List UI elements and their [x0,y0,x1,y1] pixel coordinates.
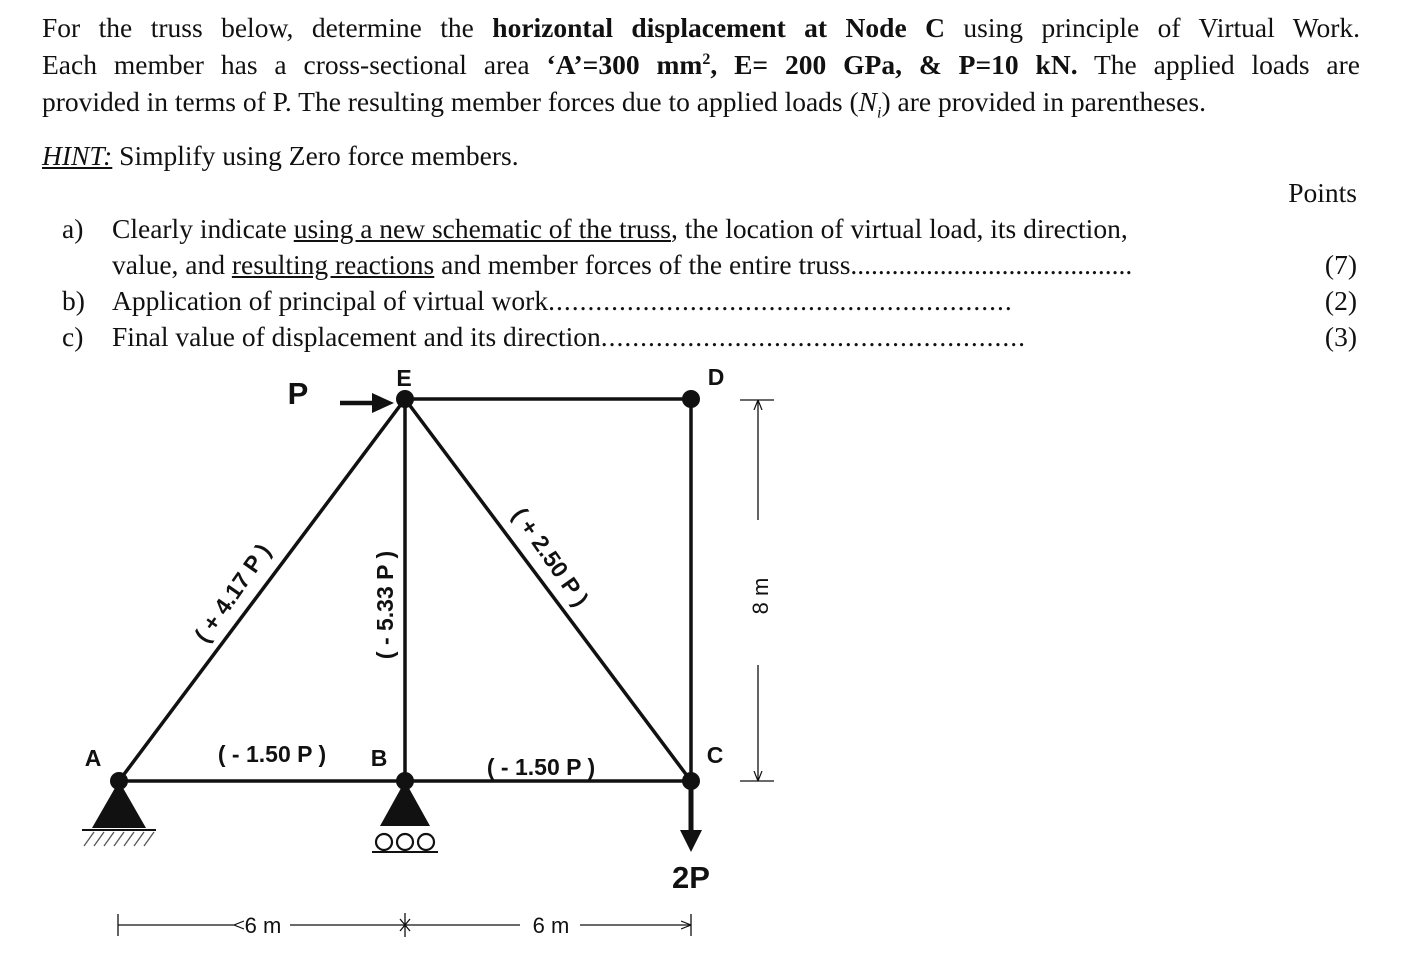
member-AE [119,399,405,781]
node-D [682,390,700,408]
points-header: Points [1288,177,1357,208]
load-2P-arrow [680,781,702,852]
hint: HINT: Simplify using Zero force members. [42,140,519,171]
task-b-points: (2) [1324,285,1357,316]
roller-support-B [372,781,438,852]
node-E [396,390,414,408]
node-B [396,772,414,790]
problem-line-2: Each member has a cross-sectional area ‘A’=300 $mm^2$, E= 200 GPa, & P=10 kN. The applied loads are [42,49,1360,80]
task-a-points: (7) [1324,249,1357,280]
node-D-label: D [707,364,725,390]
force-BC-label: ( - 1.50 P ) [486,754,596,780]
dim-span-2: 6 m [532,913,570,938]
dim-height: 8 m [747,577,773,615]
force-EC-label: ( + 2.50 P ) [507,502,594,612]
task-b: b) Application of principal of virtual work........................................................... [62,285,1013,316]
node-B-label: B [370,745,388,771]
pin-support-A [82,781,156,846]
load-P-label: P [287,376,309,411]
problem-line-3: provided in terms of P. The resulting member forces due to applied loads $(N_i)$ are provided in parentheses. [42,86,1206,122]
dim-span-1: 6 m [244,913,282,938]
force-AB-label: ( - 1.50 P ) [217,741,327,767]
task-a-line-1: a) Clearly indicate using a new schematic of the truss, the location of virtual load, its direction, [62,213,1128,244]
node-E-label: E [396,365,412,391]
task-a-line-2: value, and resulting reactions and member forces of the entire truss......................................... [112,249,1133,280]
load-P-arrow [340,393,394,413]
task-c: c) Final value of displacement and its direction...................................................... [62,321,1027,352]
node-A-label: A [84,745,102,771]
force-AE-label: ( + 4.17 P ) [189,538,276,648]
problem-line-1: For the truss below, determine the horizontal displacement at Node C using principle of Virtual Work. [42,12,1360,43]
member-EC [405,399,691,781]
node-A [110,772,128,790]
load-2P-label: 2P [672,860,710,895]
force-BE-label: ( - 5.33 P ) [372,550,399,660]
node-C-label: C [706,742,724,768]
horizontal-dimension [118,913,691,937]
task-c-points: (3) [1324,321,1357,352]
